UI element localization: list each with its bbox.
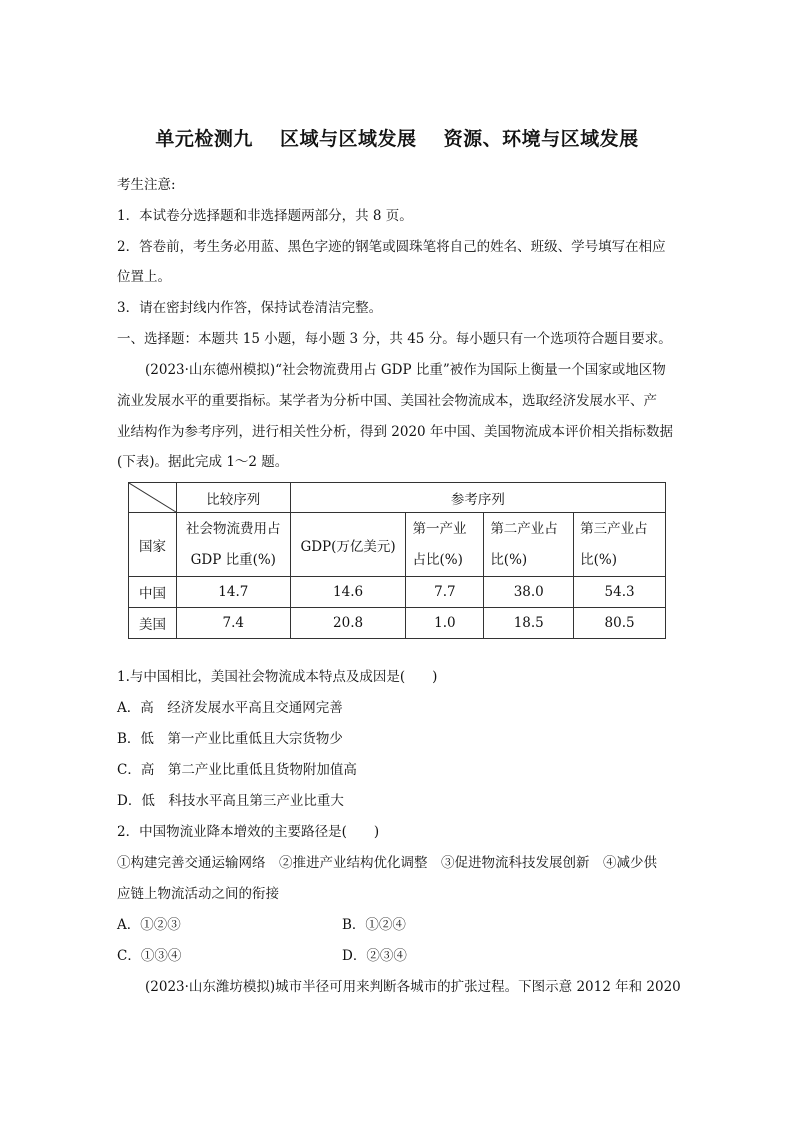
header-text: 比(%): [580, 551, 618, 568]
header-logistics-gdp-ratio: [176, 513, 290, 577]
notice-item: 位置上。: [117, 269, 171, 285]
cell-value: 38.0: [484, 577, 574, 608]
header-text: 第一产业: [412, 520, 467, 537]
question-2-statements: ①构建完善交通运输网络 ②推进产业结构优化调整 ③促进物流科技发展创新 ④减少供: [117, 855, 657, 871]
question-2-stem: 2．中国物流业降本增效的主要路径是( ): [117, 824, 380, 840]
title-part-2: 区域与区域发展: [279, 128, 417, 150]
section-heading: 一、选择题：本题共 15 小题，每小题 3 分，共 45 分。每小题只有一个选项符合题目要求。: [117, 331, 672, 347]
notice-item: 2．答卷前，考生务必用蓝、黑色字迹的钢笔或圆珠笔将自己的姓名、班级、学号填写在相应: [117, 239, 666, 255]
header-text: 第二产业占: [490, 520, 558, 537]
question-2-option-a: A．①②③: [117, 917, 181, 933]
table-row: [129, 577, 666, 608]
header-primary-industry: [406, 513, 484, 577]
data-table: [128, 482, 666, 639]
cell-value: 80.5: [574, 608, 666, 639]
cell-value: 1.0: [406, 608, 484, 639]
passage-line: (2023·山东德州模拟)“社会物流费用占 GDP 比重”被作为国际上衡量一个国家或地区物: [145, 362, 666, 378]
question-2-statements: 应链上物流活动之间的衔接: [117, 886, 279, 902]
header-text: 社会物流费用占: [186, 520, 281, 537]
cell-value: 20.8: [290, 608, 406, 639]
header-country: 国家: [129, 513, 177, 577]
question-1-option-c: C．高 第二产业比重低且货物附加值高: [117, 762, 357, 778]
cell-value: 7.7: [406, 577, 484, 608]
cell-value: 54.3: [574, 577, 666, 608]
passage-line: (下表)。据此完成 1～2 题。: [117, 454, 289, 470]
diagonal-line: [129, 483, 176, 512]
passage-line: 业结构作为参考序列，进行相关性分析，得到 2020 年中国、美国物流成本评价相关指标数据: [117, 424, 673, 440]
notice-item: 1．本试卷分选择题和非选择题两部分，共 8 页。: [117, 208, 413, 224]
title-part-1: 单元检测九: [155, 128, 253, 150]
question-2-option-d: D．②③④: [342, 948, 407, 964]
header-text: GDP 比重(%): [190, 551, 276, 568]
question-2-option-c: C．①③④: [117, 948, 182, 964]
cell-country: 中国: [129, 577, 177, 608]
passage-line: (2023·山东潍坊模拟)城市半径可用来判断各城市的扩张过程。下图示意 2012 年和 2020: [145, 979, 681, 995]
cell-country: 美国: [129, 608, 177, 639]
cell-value: 14.6: [290, 577, 406, 608]
question-1-stem: 1.与中国相比，美国社会物流成本特点及成因是( ): [117, 669, 438, 685]
table-row: [129, 608, 666, 639]
question-1-option-a: A．高 经济发展水平高且交通网完善: [117, 700, 343, 716]
page-title: [0, 124, 794, 151]
cell-value: 7.4: [176, 608, 290, 639]
title-part-3: 资源、环境与区域发展: [443, 128, 639, 150]
header-gdp: GDP(万亿美元): [290, 513, 406, 577]
header-text: 比(%): [490, 551, 528, 568]
notice-heading: 考生注意:: [117, 177, 176, 193]
header-compare-group: 比较序列: [176, 483, 290, 513]
header-text: 第三产业占: [580, 520, 648, 537]
cell-value: 18.5: [484, 608, 574, 639]
cell-value: 14.7: [176, 577, 290, 608]
header-secondary-industry: [484, 513, 574, 577]
question-2-option-b: B．①②④: [342, 917, 406, 933]
header-reference-group: 参考序列: [290, 483, 665, 513]
header-text: 占比(%): [412, 551, 463, 568]
header-tertiary-industry: [574, 513, 666, 577]
notice-item: 3．请在密封线内作答，保持试卷清洁完整。: [117, 300, 383, 316]
question-1-option-d: D．低 科技水平高且第三产业比重大: [117, 793, 344, 809]
question-1-option-b: B．低 第一产业比重低且大宗货物少: [117, 731, 343, 747]
diagonal-corner-cell: [129, 483, 177, 513]
passage-line: 流业发展水平的重要指标。某学者为分析中国、美国社会物流成本，选取经济发展水平、产: [117, 393, 657, 409]
